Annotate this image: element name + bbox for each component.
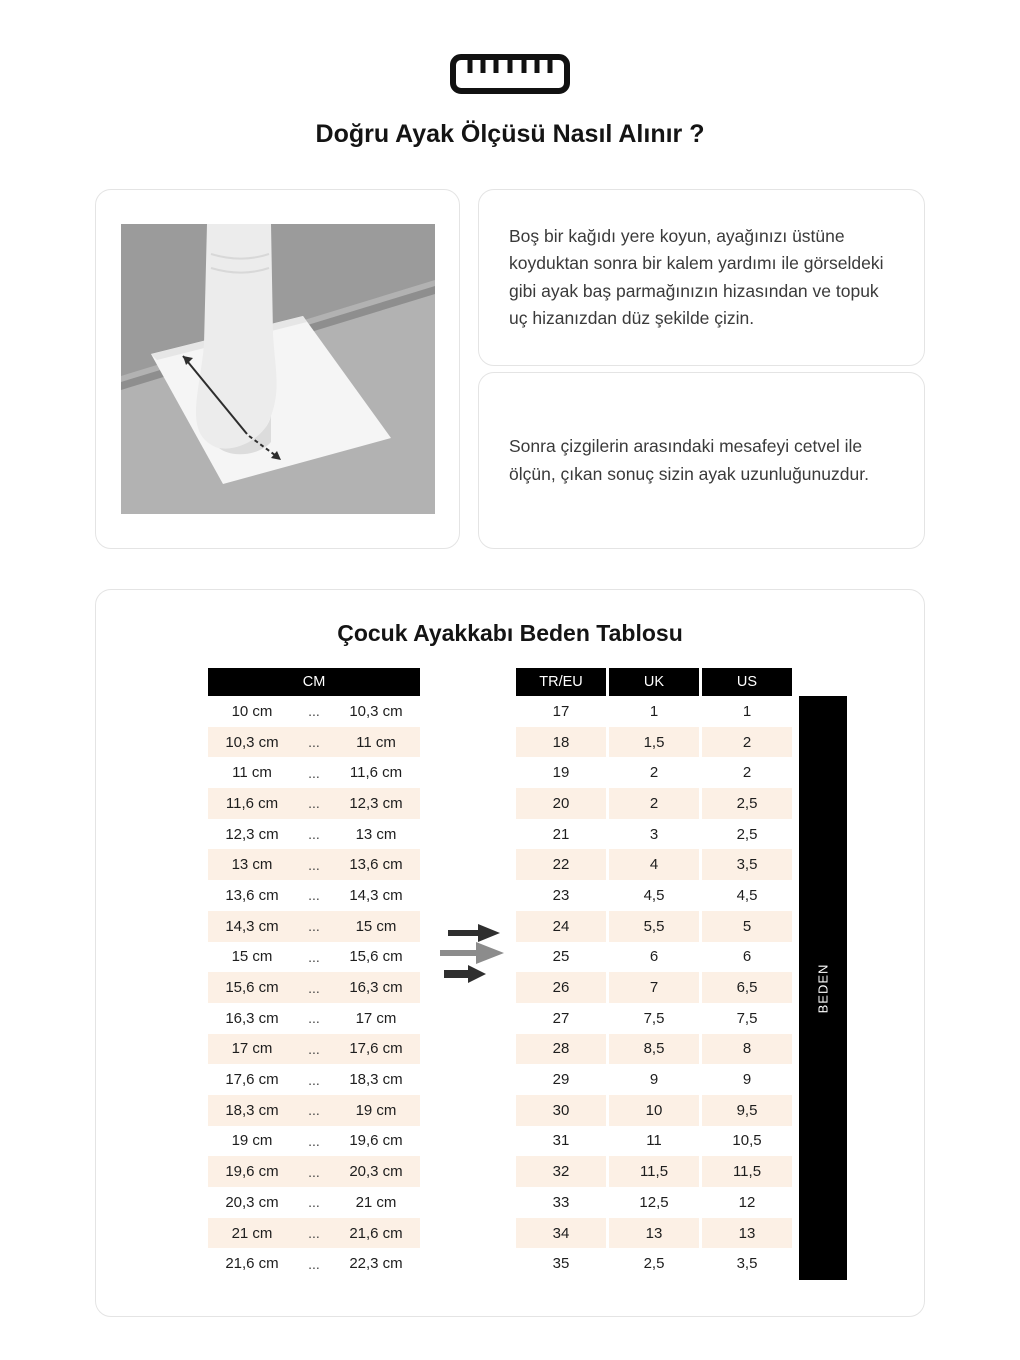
page-title: Doğru Ayak Ölçüsü Nasıl Alınır ?	[315, 120, 705, 148]
size-value-cell: 17	[516, 696, 606, 727]
cm-to-value: 15 cm	[355, 917, 397, 935]
cm-to-value: 11,6 cm	[349, 764, 403, 782]
range-separator: ...	[308, 734, 320, 751]
size-value-cell: 7,5	[609, 1003, 699, 1034]
size-value-cell: 11	[609, 1126, 699, 1157]
size-value-cell: 3,5	[702, 849, 792, 880]
range-separator: ...	[308, 764, 320, 781]
cm-from-value: 15,6 cm	[225, 979, 279, 997]
size-value-cell: 19	[516, 757, 606, 788]
size-value-cell: 26	[516, 972, 606, 1003]
size-value-cell: 4,5	[609, 880, 699, 911]
cm-from-value: 21 cm	[231, 1224, 273, 1242]
cm-from-value: 13,6 cm	[225, 886, 279, 904]
range-separator: ...	[308, 1102, 320, 1119]
cm-from-value: 17,6 cm	[225, 1071, 279, 1089]
size-value-cell: 4	[609, 849, 699, 880]
size-value-cell: 18	[516, 727, 606, 758]
header-icon-area	[0, 0, 1020, 94]
range-separator: ...	[308, 1255, 320, 1272]
cm-table	[208, 668, 420, 1279]
size-column-uk	[609, 668, 699, 1279]
cm-from-value: 10 cm	[231, 702, 273, 720]
size-value-cell: 12,5	[609, 1187, 699, 1218]
cm-table-header: CM	[208, 668, 420, 696]
cm-table-row	[208, 972, 420, 1003]
range-separator: ...	[308, 856, 320, 873]
foot-measurement-photo	[121, 224, 435, 514]
cm-to-value: 21,6 cm	[349, 1224, 403, 1242]
cm-table-row	[208, 911, 420, 942]
size-value-cell: 22	[516, 849, 606, 880]
cm-from-value: 21,6 cm	[225, 1255, 279, 1273]
size-value-cell: 2	[702, 727, 792, 758]
cm-to-value: 22,3 cm	[349, 1255, 403, 1273]
size-value-cell: 21	[516, 819, 606, 850]
range-separator: ...	[308, 887, 320, 904]
cm-table-row	[208, 788, 420, 819]
cm-table-row	[208, 1095, 420, 1126]
cm-to-value: 20,3 cm	[349, 1163, 403, 1181]
cm-to-value: 17,6 cm	[349, 1040, 403, 1058]
cm-from-value: 15 cm	[231, 948, 273, 966]
size-value-cell: 28	[516, 1034, 606, 1065]
size-value-cell: 6,5	[702, 972, 792, 1003]
cm-table-row	[208, 1003, 420, 1034]
size-value-cell: 2	[609, 757, 699, 788]
range-separator: ...	[308, 1010, 320, 1027]
cm-from-value: 20,3 cm	[225, 1193, 279, 1211]
cm-table-body	[208, 696, 420, 1279]
size-value-cell: 32	[516, 1156, 606, 1187]
cm-table-row	[208, 1187, 420, 1218]
cm-table-row	[208, 819, 420, 850]
range-separator: ...	[308, 1040, 320, 1057]
size-column-header: UK	[609, 668, 699, 696]
cm-from-value: 16,3 cm	[225, 1009, 279, 1027]
arrows-area	[438, 922, 510, 989]
size-value-cell: 11,5	[702, 1156, 792, 1187]
foot-photo-card	[95, 189, 460, 549]
instruction-text-2: Sonra çizgilerin arasındaki mesafeyi cetvel ile ölçün, çıkan sonuç sizin ayak uzunluğunuzdur.	[509, 436, 869, 484]
range-separator: ...	[308, 795, 320, 812]
range-separator: ...	[308, 918, 320, 935]
cm-from-value: 10,3 cm	[225, 733, 279, 751]
size-value-cell: 9	[609, 1064, 699, 1095]
cm-table-row	[208, 1064, 420, 1095]
size-column-header: TR/EU	[516, 668, 606, 696]
size-value-cell: 4,5	[702, 880, 792, 911]
size-value-cell: 6	[609, 942, 699, 973]
size-value-cell: 1,5	[609, 727, 699, 758]
range-separator: ...	[308, 948, 320, 965]
cm-table-row	[208, 696, 420, 727]
cm-from-value: 19 cm	[231, 1132, 273, 1150]
range-separator: ...	[308, 826, 320, 843]
cm-from-value: 18,3 cm	[225, 1101, 279, 1119]
cm-to-value: 13 cm	[355, 825, 397, 843]
beden-side-bar	[799, 696, 847, 1280]
cm-table-row	[208, 727, 420, 758]
cm-table-row	[208, 757, 420, 788]
size-value-cell: 30	[516, 1095, 606, 1126]
range-separator: ...	[308, 1132, 320, 1149]
cm-to-value: 21 cm	[355, 1193, 397, 1211]
size-value-cell: 8,5	[609, 1034, 699, 1065]
cm-to-value: 18,3 cm	[349, 1071, 403, 1089]
size-value-cell: 8	[702, 1034, 792, 1065]
beden-label: BEDEN	[815, 963, 831, 1013]
size-value-cell: 6	[702, 942, 792, 973]
size-column-tr-eu	[516, 668, 606, 1279]
size-value-cell: 10,5	[702, 1126, 792, 1157]
size-column-header: US	[702, 668, 792, 696]
instruction-section	[95, 189, 925, 549]
cm-table-row	[208, 1218, 420, 1249]
size-value-cell: 35	[516, 1248, 606, 1279]
cm-from-value: 11 cm	[232, 764, 272, 782]
cm-table-row	[208, 849, 420, 880]
size-value-cell: 3,5	[702, 1248, 792, 1279]
cm-from-value: 11,6 cm	[225, 794, 279, 812]
size-value-cell: 11,5	[609, 1156, 699, 1187]
cm-from-value: 19,6 cm	[225, 1163, 279, 1181]
cm-to-value: 17 cm	[355, 1009, 397, 1027]
size-value-cell: 2	[609, 788, 699, 819]
size-value-cell: 29	[516, 1064, 606, 1095]
size-value-cell: 2	[702, 757, 792, 788]
range-separator: ...	[308, 1225, 320, 1242]
size-value-cell: 3	[609, 819, 699, 850]
cm-from-value: 12,3 cm	[225, 825, 279, 843]
range-separator: ...	[308, 1194, 320, 1211]
size-value-cell: 2,5	[609, 1248, 699, 1279]
range-separator: ...	[308, 703, 320, 720]
range-separator: ...	[308, 979, 320, 996]
size-value-cell: 24	[516, 911, 606, 942]
size-value-cell: 1	[609, 696, 699, 727]
instruction-card-1	[478, 189, 925, 366]
size-value-cell: 5	[702, 911, 792, 942]
instruction-card-2	[478, 372, 925, 549]
size-value-cell: 27	[516, 1003, 606, 1034]
cm-table-row	[208, 1126, 420, 1157]
size-value-cell: 12	[702, 1187, 792, 1218]
cm-table-row	[208, 942, 420, 973]
size-column-us	[702, 668, 792, 1279]
cm-to-value: 15,6 cm	[349, 948, 403, 966]
size-value-cell: 20	[516, 788, 606, 819]
cm-to-value: 12,3 cm	[349, 794, 403, 812]
cm-table-row	[208, 1156, 420, 1187]
cm-to-value: 16,3 cm	[349, 979, 403, 997]
cm-to-value: 14,3 cm	[349, 886, 403, 904]
cm-to-value: 13,6 cm	[349, 856, 403, 874]
cm-table-row	[208, 1034, 420, 1065]
cm-from-value: 17 cm	[231, 1040, 273, 1058]
cm-to-value: 19 cm	[355, 1101, 397, 1119]
size-value-cell: 1	[702, 696, 792, 727]
range-separator: ...	[308, 1163, 320, 1180]
range-separator: ...	[308, 1071, 320, 1088]
instruction-text-1: Boş bir kağıdı yere koyun, ayağınızı üstüne koyduktan sonra bir kalem yardımı ile görseldeki gibi ayak baş parmağınızın hizasından ve topuk uç hizanızdan düz şekilde çizin.	[509, 226, 884, 328]
size-table-section	[95, 589, 925, 1317]
size-value-cell: 9	[702, 1064, 792, 1095]
size-value-cell: 9,5	[702, 1095, 792, 1126]
ruler-icon	[450, 54, 570, 94]
size-value-cell: 23	[516, 880, 606, 911]
size-value-cell: 10	[609, 1095, 699, 1126]
size-value-cell: 7,5	[702, 1003, 792, 1034]
cm-from-value: 14,3 cm	[225, 917, 279, 935]
conversion-arrows-icon	[438, 922, 510, 984]
size-value-cell: 31	[516, 1126, 606, 1157]
size-value-cell: 33	[516, 1187, 606, 1218]
size-value-cell: 5,5	[609, 911, 699, 942]
cm-to-value: 11 cm	[356, 733, 396, 751]
size-table-title: Çocuk Ayakkabı Beden Tablosu	[337, 620, 683, 646]
size-value-cell: 2,5	[702, 819, 792, 850]
cm-to-value: 19,6 cm	[349, 1132, 403, 1150]
cm-table-row	[208, 1248, 420, 1279]
size-value-cell: 25	[516, 942, 606, 973]
size-value-cell: 13	[702, 1218, 792, 1249]
cm-from-value: 13 cm	[231, 856, 273, 874]
cm-to-value: 10,3 cm	[349, 702, 403, 720]
size-value-cell: 2,5	[702, 788, 792, 819]
size-value-cell: 34	[516, 1218, 606, 1249]
conversion-table	[516, 668, 792, 1279]
size-value-cell: 7	[609, 972, 699, 1003]
instruction-cards	[478, 189, 925, 549]
cm-table-row	[208, 880, 420, 911]
size-value-cell: 13	[609, 1218, 699, 1249]
